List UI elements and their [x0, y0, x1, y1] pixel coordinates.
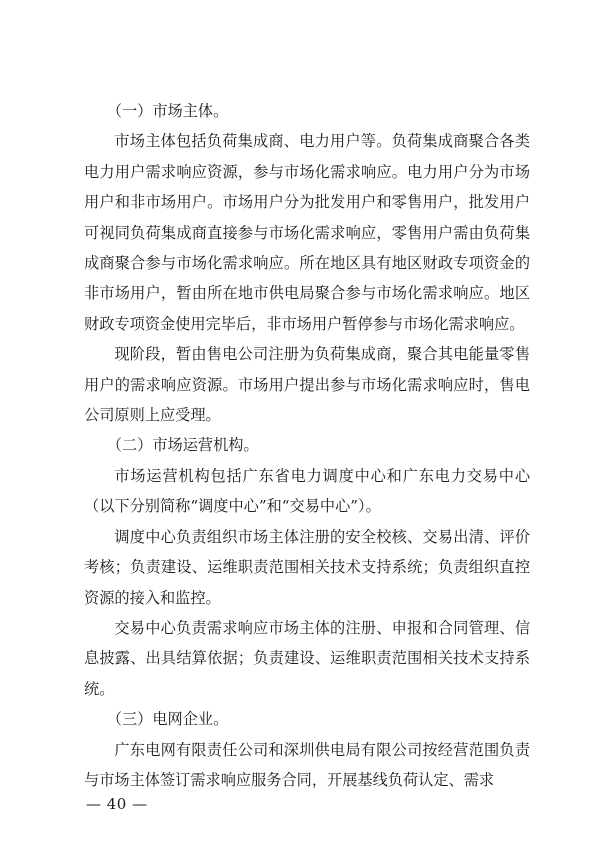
section-heading-grid-enterprises: （三）电网企业。: [106, 710, 229, 729]
paragraph: 调度中心负责组织市场主体注册的安全校核、交易出清、评价考核；负责建设、运维职责范围相关技术支持系统；负责组织直控资源的接入和监控。: [84, 527, 530, 607]
paragraph: 广东电网有限责任公司和深圳供电局有限公司按经营范围负责与市场主体签订需求响应服务合同，开展基线负荷认定、需求: [84, 740, 530, 789]
document-body: [84, 96, 530, 795]
page-number: — 40 —: [86, 795, 148, 813]
paragraph: 现阶段，暂由售电公司注册为负荷集成商，聚合其电能量零售用户的需求响应资源。市场用户提出参与市场化需求响应时，售电公司原则上应受理。: [84, 345, 530, 425]
paragraph: 市场运营机构包括广东省电力调度中心和广东电力交易中心（以下分别简称“调度中心”和“交易中心”）。: [84, 466, 530, 516]
paragraph: 市场主体包括负荷集成商、电力用户等。负荷集成商聚合各类电力用户需求响应资源，参与市场化需求响应。电力用户分为市场用户和非市场用户。市场用户分为批发用户和零售用户，批发用户可视同负荷集成商直接参与市场化需求响应，零售用户需由负荷集成商聚合参与市场化需求响应。所在地区具有地区财政专项资金的非市场用户，暂由所在地市供电局聚合参与市场化需求响应。地区财政专项资金使用完毕后，非市场用户暂停参与市场化需求响应。: [84, 132, 530, 333]
section-heading-market-entities: （一）市场主体。: [106, 102, 229, 120]
paragraph: 交易中心负责需求响应市场主体的注册、申报和合同管理、信息披露、出具结算依据；负责建设、运维职责范围相关技术支持系统。: [84, 618, 530, 698]
section-heading-market-operators: （二）市场运营机构。: [106, 436, 259, 455]
